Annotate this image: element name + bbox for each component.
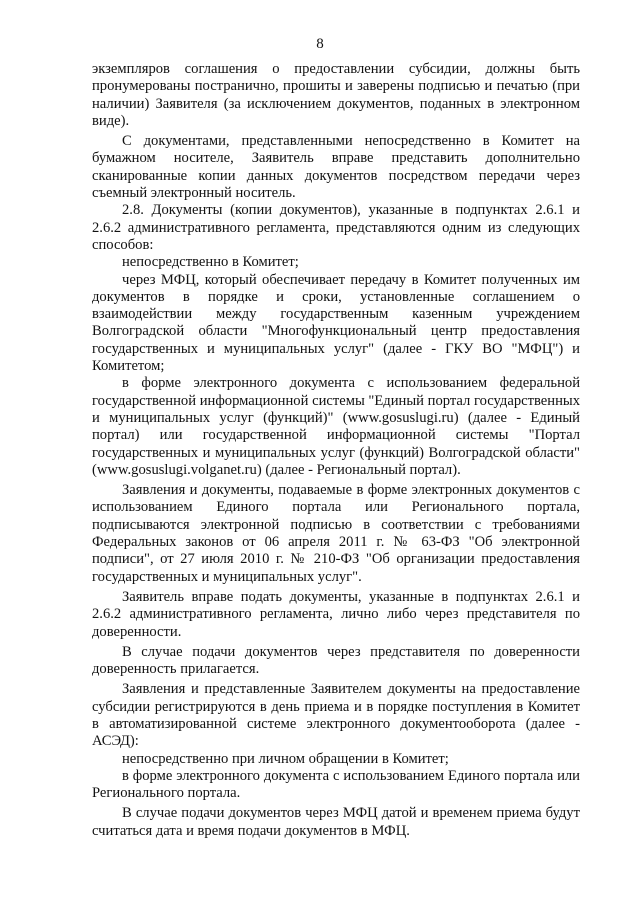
paragraph: Заявления и документы, подаваемые в форме электронных документов с использованием Единого портала или Регионального портала, подписываются электронной подписью в соответствии с требованиями Федеральных законов от 06 апреля 2011 г. № 63-ФЗ "Об электронной подписи", от 27 июля 2010 г. № 210-ФЗ "Об организации предоставления государственных и муниципальных услуг". xyxy=(92,482,580,585)
paragraph: в форме электронного документа с использованием федеральной государственной информационной системы "Единый портал государственных и муниципальных услуг (функций)" (www.gosuslugi.ru) (далее - Единый портал) или государственной информационной системы "Портал государственных и муниципальных услуг (функций) Волгоградской области" (www.gosuslugi.volganet.ru) (далее - Региональный портал). xyxy=(92,375,580,478)
paragraph: В случае подачи документов через МФЦ датой и временем приема будут считаться дата и время подачи документов в МФЦ. xyxy=(92,805,580,839)
paragraph: экземпляров соглашения о предоставлении субсидии, должны быть пронумерованы постранично, прошиты и заверены подписью и печатью (при наличии) Заявителя (за исключением документов, поданных в электронном виде). xyxy=(92,61,580,129)
paragraph: в форме электронного документа с использованием Единого портала или Регионального портала. xyxy=(92,767,580,802)
paragraph: С документами, представленными непосредственно в Комитет на бумажном носителе, Заявитель вправе представить дополнительно сканированные копии данных документов посредством передачи через съемный электронный носитель. xyxy=(92,133,580,202)
paragraph: через МФЦ, который обеспечивает передачу в Комитет полученных им документов в порядке и сроки, установленные соглашением о взаимодействии между государственным казенным учреждением Волгоградской области "Многофункциональный центр предоставления государственных и муниципальных услуг" (далее - ГКУ ВО "МФЦ") и Комитетом; xyxy=(92,271,580,375)
paragraph: Заявитель вправе подать документы, указанные в подпунктах 2.6.1 и 2.6.2 административного регламента, лично либо через представителя по доверенности. xyxy=(92,588,580,640)
page-number: 8 xyxy=(316,36,324,52)
paragraph: В случае подачи документов через представителя по доверенности доверенность прилагается. xyxy=(92,643,580,678)
paragraph: 2.8. Документы (копии документов), указанные в подпунктах 2.6.1 и 2.6.2 административного регламента, представляются одним из следующих способов: xyxy=(92,202,580,253)
paragraph: Заявления и представленные Заявителем документы на предоставление субсидии регистрируются в день приема и в порядке поступления в Комитет в автоматизированной системе электронного документооборота (далее - АСЭД): xyxy=(92,681,580,750)
paragraph: непосредственно при личном обращении в Комитет; xyxy=(122,750,449,767)
paragraph: непосредственно в Комитет; xyxy=(122,254,299,271)
document-body xyxy=(92,61,580,840)
